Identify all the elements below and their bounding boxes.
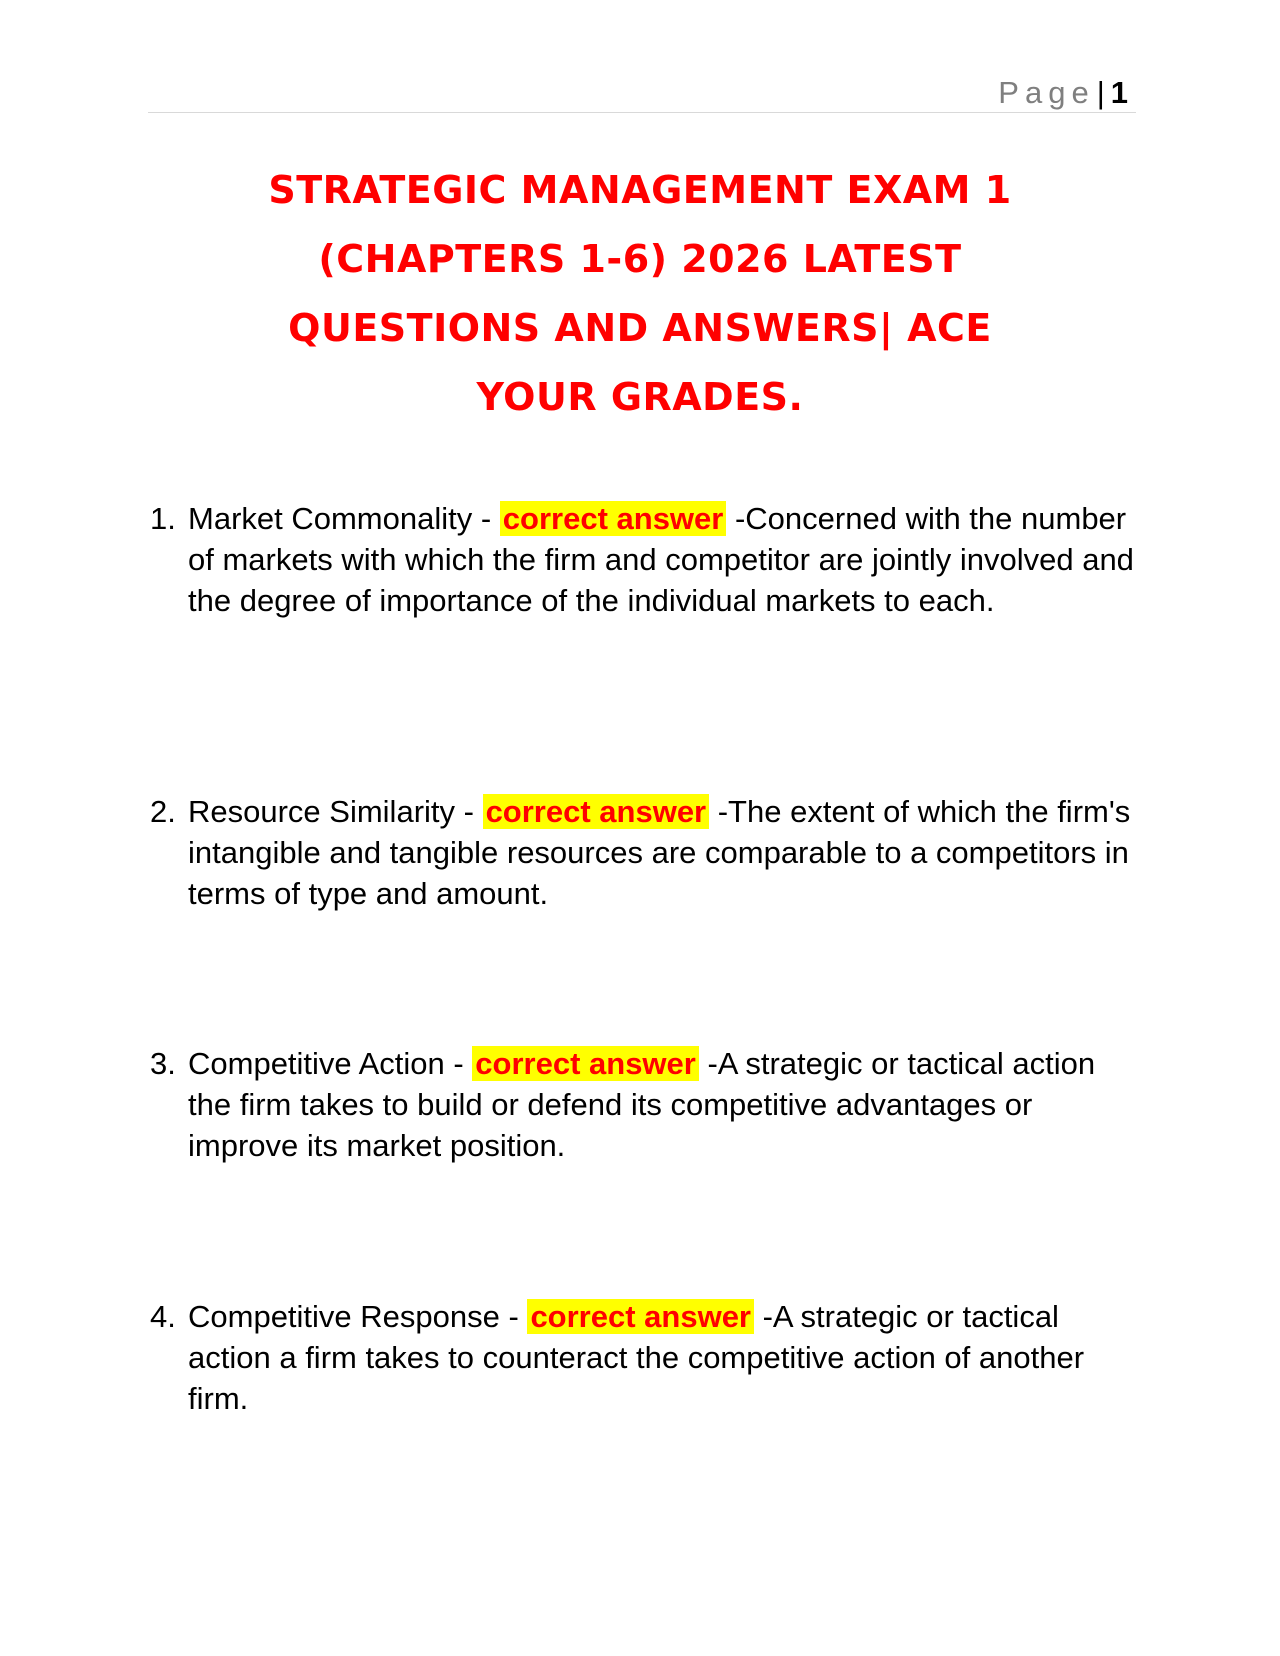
question-item bbox=[148, 1043, 1138, 1166]
document-title bbox=[160, 156, 1120, 432]
question-term: Competitive Response - bbox=[188, 1299, 528, 1334]
question-number: 1. bbox=[150, 501, 176, 536]
answer-definition: -A strategic or tactical action the firm takes to build or defend its competitive advantages or improve its market position. bbox=[188, 1046, 1096, 1163]
correct-answer-highlight: correct answer bbox=[527, 1299, 754, 1334]
answer-definition: -A strategic or tactical action a firm takes to counteract the competitive action of another firm. bbox=[188, 1299, 1085, 1416]
page-header bbox=[148, 72, 1136, 113]
question-text bbox=[188, 791, 1138, 914]
title-line-1: STRATEGIC MANAGEMENT EXAM 1 bbox=[268, 168, 1012, 212]
correct-answer-highlight: correct answer bbox=[472, 1046, 699, 1081]
question-number: 4. bbox=[150, 1299, 176, 1334]
answer-definition: -The extent of which the firm's intangible and tangible resources are comparable to a competitors in terms of type and amount. bbox=[188, 794, 1131, 911]
correct-answer-highlight: correct answer bbox=[500, 501, 727, 536]
title-line-3: QUESTIONS AND ANSWERS| ACE bbox=[288, 306, 992, 350]
question-number: 2. bbox=[150, 794, 176, 829]
question-term: Competitive Action - bbox=[188, 1046, 473, 1081]
question-item bbox=[148, 1296, 1138, 1419]
page-label: Page bbox=[998, 75, 1095, 110]
title-line-4: YOUR GRADES. bbox=[476, 375, 804, 419]
page-number: 1 bbox=[1110, 75, 1128, 110]
page-number-indicator bbox=[998, 76, 1128, 110]
question-text bbox=[188, 498, 1138, 621]
question-term: Market Commonality - bbox=[188, 501, 500, 536]
question-item bbox=[148, 791, 1138, 914]
question-text bbox=[188, 1043, 1138, 1166]
title-line-2: (CHAPTERS 1-6) 2026 LATEST bbox=[318, 237, 962, 281]
question-text bbox=[188, 1296, 1138, 1419]
correct-answer-highlight: correct answer bbox=[483, 794, 710, 829]
question-term: Resource Similarity - bbox=[188, 794, 483, 829]
question-item bbox=[148, 498, 1138, 621]
page-separator: | bbox=[1096, 75, 1105, 110]
question-number: 3. bbox=[150, 1046, 176, 1081]
answer-definition: -Concerned with the number of markets with which the firm and competitor are jointly involved and the degree of importance of the individual markets to each. bbox=[188, 501, 1134, 618]
